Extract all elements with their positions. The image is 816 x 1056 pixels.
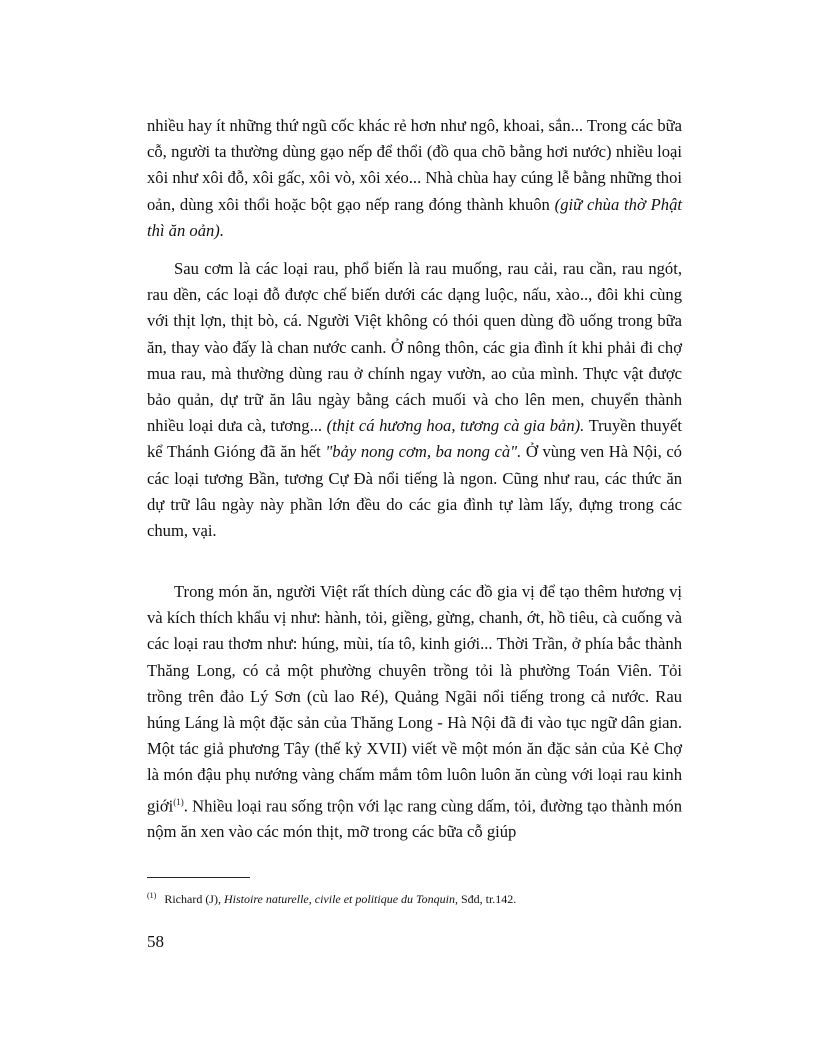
paragraph-3 <box>147 579 682 846</box>
footnote-mark: (1) <box>147 891 157 900</box>
paragraph-2-text-a: Sau cơm là các loại rau, phổ biến là rau muống, rau cải, rau cần, rau ngót, rau dền, các loại đỗ được chế biến dưới các dạng luộc, nấu, xào.., đôi khi cùng với thịt lợn, thịt bò, cá. Người Việt không có thói quen dùng đồ uống trong bữa ăn, thay vào đấy là chan nước canh. Ở nông thôn, các gia đình ít khi phải đi chợ mua rau, mà thường dùng rau ở chính ngay vườn, ao của mình. Thực vật được bảo quản, dự trữ ăn lâu ngày bằng cách muối và cho lên men, chuyển thành nhiều loại dưa cà, tương... <box>147 259 682 436</box>
paragraph-3-text-b: . Nhiều loại rau sống trộn với lạc rang cùng dấm, tỏi, đường tạo thành món nộm ăn xen vào các món thịt, mỡ trong các bữa cỗ giúp <box>147 796 682 842</box>
paragraph-1-proverb: (giữ chùa thờ Phật thì ăn oản). <box>147 194 682 240</box>
paragraph-2-proverb: (thịt cá hương hoa, tương cà gia bản). <box>326 416 585 436</box>
footnote-author: Richard (J), <box>164 892 224 906</box>
paragraph-2-text-c: Ở vùng ven Hà Nội, có các loại tương Bần, tương Cự Đà nổi tiếng là ngon. Cũng như rau, các thức ăn dự trữ lâu ngày này phần lớn đều do các gia đình tự làm lấy, đựng trong các chum, vại. <box>147 442 682 541</box>
paragraph-2-quote: "bảy nong cơm, ba nong cà". <box>325 442 522 462</box>
paragraph-3-text-a: Trong món ăn, người Việt rất thích dùng các đồ gia vị để tạo thêm hương vị và kích thích khẩu vị như: hành, tỏi, giềng, gừng, chanh, ớt, hồ tiêu, cà cuống và các loại rau thơm như: húng, mùi, tía tô, kinh giới... Thời Trần, ở phía bắc thành Thăng Long, có cả một phường chuyên trồng tỏi là phường Toán Viên. Tỏi trồng trên đảo Lý Sơn (cù lao Ré), Quảng Ngãi nổi tiếng trong cả nước. Rau húng Láng là một đặc sản của Thăng Long - Hà Nội đã đi vào tục ngữ dân gian. Một tác giả phương Tây (thế kỷ XVII) viết về một món ăn đặc sản của Kẻ Chợ là món đậu phụ nướng vàng chấm mắm tôm luôn luôn ăn cùng với loại rau kinh giới <box>147 582 682 816</box>
page-number: 58 <box>147 932 164 951</box>
footnote-divider <box>147 877 250 878</box>
paragraph-2 <box>147 256 682 544</box>
footnote-rest: , Sđd, tr.142. <box>454 892 517 906</box>
footnote-title: Histoire naturelle, civile et politique du Tonquin <box>223 892 455 906</box>
paragraph-1 <box>147 113 682 244</box>
footnote-reference: (1) <box>173 796 184 807</box>
footnote <box>147 888 687 907</box>
paragraph-1-text: nhiều hay ít những thứ ngũ cốc khác rẻ hơn như ngô, khoai, sắn... Trong các bữa cỗ, người ta thường dùng gạo nếp để thổi (đồ qua chõ bằng hơi nước) nhiều loại xôi như xôi đỗ, xôi gấc, xôi vò, xôi xéo... Nhà chùa hay cúng lễ bằng những thoi oản, dùng xôi thổi hoặc bột gạo nếp rang đóng thành khuôn <box>147 116 682 214</box>
paragraph-2-text-b: Truyền thuyết kể Thánh Gióng đã ăn hết <box>147 416 682 462</box>
